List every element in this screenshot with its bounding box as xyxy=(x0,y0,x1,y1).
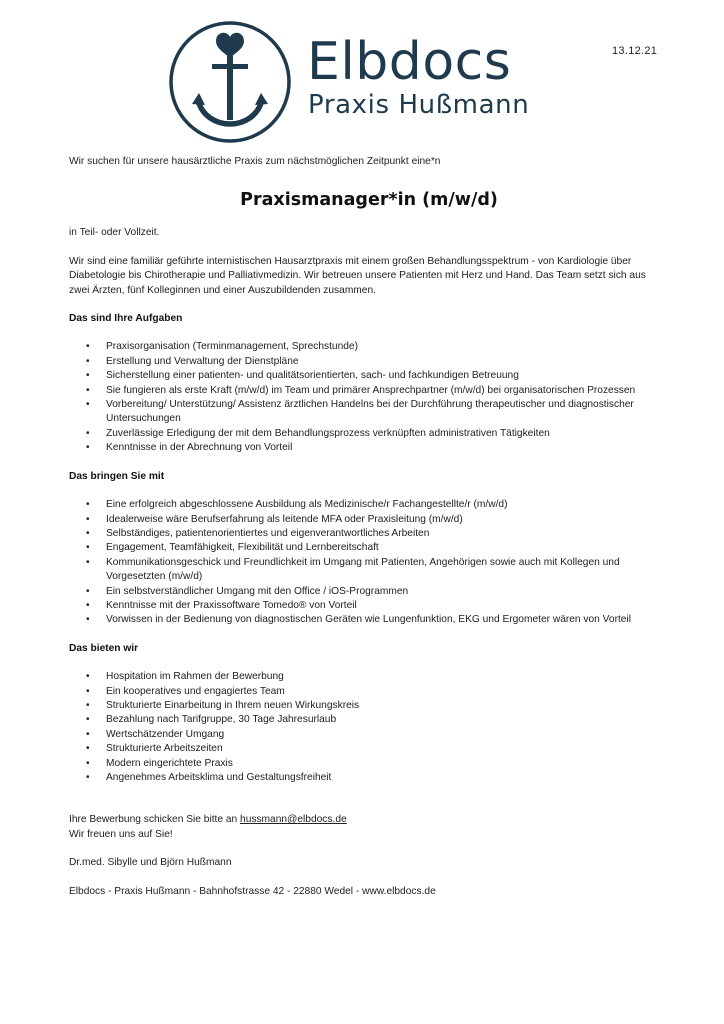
list-item xyxy=(69,713,669,727)
list-item xyxy=(69,699,669,713)
list-item-text: Strukturierte Einarbeitung in Ihrem neuen Wirkungskreis xyxy=(106,699,360,711)
list-item-text: Vorwissen in der Bedienung von diagnostischen Geräten wie Lungenfunktion, EKG und Ergometer wären von Vorteil xyxy=(106,614,631,626)
bullet-icon: • xyxy=(86,513,90,525)
bullet-icon: • xyxy=(86,341,90,353)
spacer xyxy=(69,241,669,255)
bullet-icon: • xyxy=(86,399,90,411)
spacer xyxy=(69,785,669,813)
document-date: 13.12.21 xyxy=(612,45,658,57)
bullet-icon: • xyxy=(86,772,90,783)
spacer xyxy=(69,842,669,856)
list-item-text: Ein selbstverständlicher Umgang mit den Office / iOS-Programmen xyxy=(106,585,409,597)
bullet-icon: • xyxy=(86,714,90,726)
bullet-icon: • xyxy=(86,614,90,626)
list-item-text: Wertschätzender Umgang xyxy=(106,728,225,740)
list-item xyxy=(69,384,669,398)
spacer xyxy=(69,484,669,498)
spacer xyxy=(69,456,669,470)
bullet-icon: • xyxy=(86,599,90,611)
list-item-text: Engagement, Teamfähigkeit, Flexibilität und Lernbereitschaft xyxy=(106,542,379,554)
job-title-heading: Praxismanager*in (m/w/d) xyxy=(240,190,498,211)
bullet-icon: • xyxy=(86,542,90,554)
list-item-text: Vorbereitung/ Unterstützung/ Assistenz ärztlichen Handelns bei der Durchführung therapeutischer und diagnostischer Untersuchungen xyxy=(106,399,634,425)
list-item xyxy=(69,527,669,541)
list-item-text: Strukturierte Arbeitszeiten xyxy=(106,743,223,755)
anchor-heart-icon xyxy=(166,18,294,146)
email-link[interactable]: hussmann@elbdocs.de xyxy=(240,814,347,826)
list-item xyxy=(69,728,669,742)
list-item xyxy=(69,771,669,785)
bullet-list xyxy=(69,340,669,455)
list-item xyxy=(69,613,669,627)
bullet-icon: • xyxy=(86,499,90,511)
list-item xyxy=(69,742,669,756)
bullet-icon: • xyxy=(86,427,90,439)
application-instructions xyxy=(69,813,669,827)
list-item xyxy=(69,599,669,613)
bullet-icon: • xyxy=(86,699,90,711)
list-item xyxy=(69,685,669,699)
section-title: Das sind Ihre Aufgaben xyxy=(69,313,183,325)
list-item xyxy=(69,355,669,369)
document-body xyxy=(69,155,669,899)
list-item xyxy=(69,513,669,527)
list-item xyxy=(69,757,669,771)
spacer xyxy=(69,656,669,670)
list-item-text: Ein kooperatives und engagiertes Team xyxy=(106,685,285,697)
list-item-text: Hospitation im Rahmen der Bewerbung xyxy=(106,671,284,683)
list-item xyxy=(69,441,669,455)
list-item-text: Sie fungieren als erste Kraft (m/w/d) im Team und primärer Ansprechpartner (m/w/d) bei organisatorischen Prozessen xyxy=(106,384,636,396)
bullet-icon: • xyxy=(86,556,90,568)
logo-subtitle: Praxis Hußmann xyxy=(308,90,530,120)
list-item-text: Angenehmes Arbeitsklima und Gestaltungsfreiheit xyxy=(106,772,332,783)
closing-line: Wir freuen uns auf Sie! xyxy=(69,828,173,840)
spacer xyxy=(69,628,669,642)
footer-address: Elbdocs - Praxis Hußmann - Bahnhofstrasse 42 - 22880 Wedel - www.elbdocs.de xyxy=(69,885,436,897)
list-item-text: Kenntnisse mit der Praxissoftware Tomedo® von Vorteil xyxy=(106,599,357,611)
practice-description: Wir sind eine familiär geführte internistischen Hausarztpraxis mit einem großen Behandlungsspektrum - von Kardiologie über Diabetologie bis Chirotherapie und Palliativmedizin. Wir betreuen unsere Patienten mit Herz und Hand. Das Team setzt sich aus zwei Ärzten, fünf Kolleginnen und einer Auszubildenden zusammen. xyxy=(69,255,646,296)
bullet-icon: • xyxy=(86,442,90,454)
bullet-icon: • xyxy=(86,585,90,597)
sections-container xyxy=(69,312,669,813)
list-item-text: Kommunikationsgeschick und Freundlichkeit im Umgang mit Patienten, Angehörigen sowie auch mit Kollegen und Vorgesetzten (m/w/d) xyxy=(106,556,620,583)
list-item-text: Sicherstellung einer patienten- und qualitätsorientierten, sach- und fachkundigen Betreuung xyxy=(106,370,519,382)
list-item xyxy=(69,398,669,427)
logo-brand-name: Elbdocs xyxy=(307,32,512,92)
list-item-text: Selbständiges, patientenorientiertes und eigenverantwortliches Arbeiten xyxy=(106,527,430,539)
bullet-icon: • xyxy=(86,743,90,755)
list-item xyxy=(69,340,669,354)
section-title: Das bieten wir xyxy=(69,642,139,654)
bullet-list xyxy=(69,498,669,628)
bullet-icon: • xyxy=(86,370,90,382)
list-item xyxy=(69,498,669,512)
bullet-icon: • xyxy=(86,527,90,539)
list-item xyxy=(69,670,669,684)
bullet-list xyxy=(69,670,669,785)
list-item-text: Bezahlung nach Tarifgruppe, 30 Tage Jahresurlaub xyxy=(106,714,337,726)
list-item-text: Kenntnisse in der Abrechnung von Vorteil xyxy=(106,442,293,454)
employment-type: in Teil- oder Vollzeit. xyxy=(69,227,160,239)
bullet-icon: • xyxy=(86,685,90,697)
list-item-text: Eine erfolgreich abgeschlossene Ausbildung als Medizinische/r Fachangestellte/r (m/w/d) xyxy=(106,499,508,511)
application-prefix: Ihre Bewerbung schicken Sie bitte an xyxy=(69,814,241,826)
list-item-text: Erstellung und Verwaltung der Dienstpläne xyxy=(106,355,299,367)
list-item-text: Zuverlässige Erledigung der mit dem Behandlungsprozess verknüpften administrativen Tätigkeiten xyxy=(106,427,550,439)
list-item xyxy=(69,585,669,599)
bullet-icon: • xyxy=(86,671,90,683)
list-item-text: Idealerweise wäre Berufserfahrung als leitende MFA oder Praxisleitung (m/w/d) xyxy=(106,513,463,525)
list-item xyxy=(69,556,669,585)
list-item-text: Praxisorganisation (Terminmanagement, Sprechstunde) xyxy=(106,341,358,353)
list-item-text: Modern eingerichtete Praxis xyxy=(106,757,233,769)
bullet-icon: • xyxy=(86,355,90,367)
list-item xyxy=(69,541,669,555)
spacer xyxy=(69,298,669,312)
intro-text: Wir suchen für unsere hausärztliche Praxis zum nächstmöglichen Zeitpunkt eine*n xyxy=(69,156,441,167)
spacer xyxy=(69,871,669,885)
signature: Dr.med. Sibylle und Björn Hußmann xyxy=(69,857,232,869)
spacer xyxy=(69,326,669,340)
bullet-icon: • xyxy=(86,384,90,396)
list-item xyxy=(69,369,669,383)
list-item xyxy=(69,427,669,441)
section-title: Das bringen Sie mit xyxy=(69,470,165,482)
bullet-icon: • xyxy=(86,757,90,769)
bullet-icon: • xyxy=(86,728,90,740)
